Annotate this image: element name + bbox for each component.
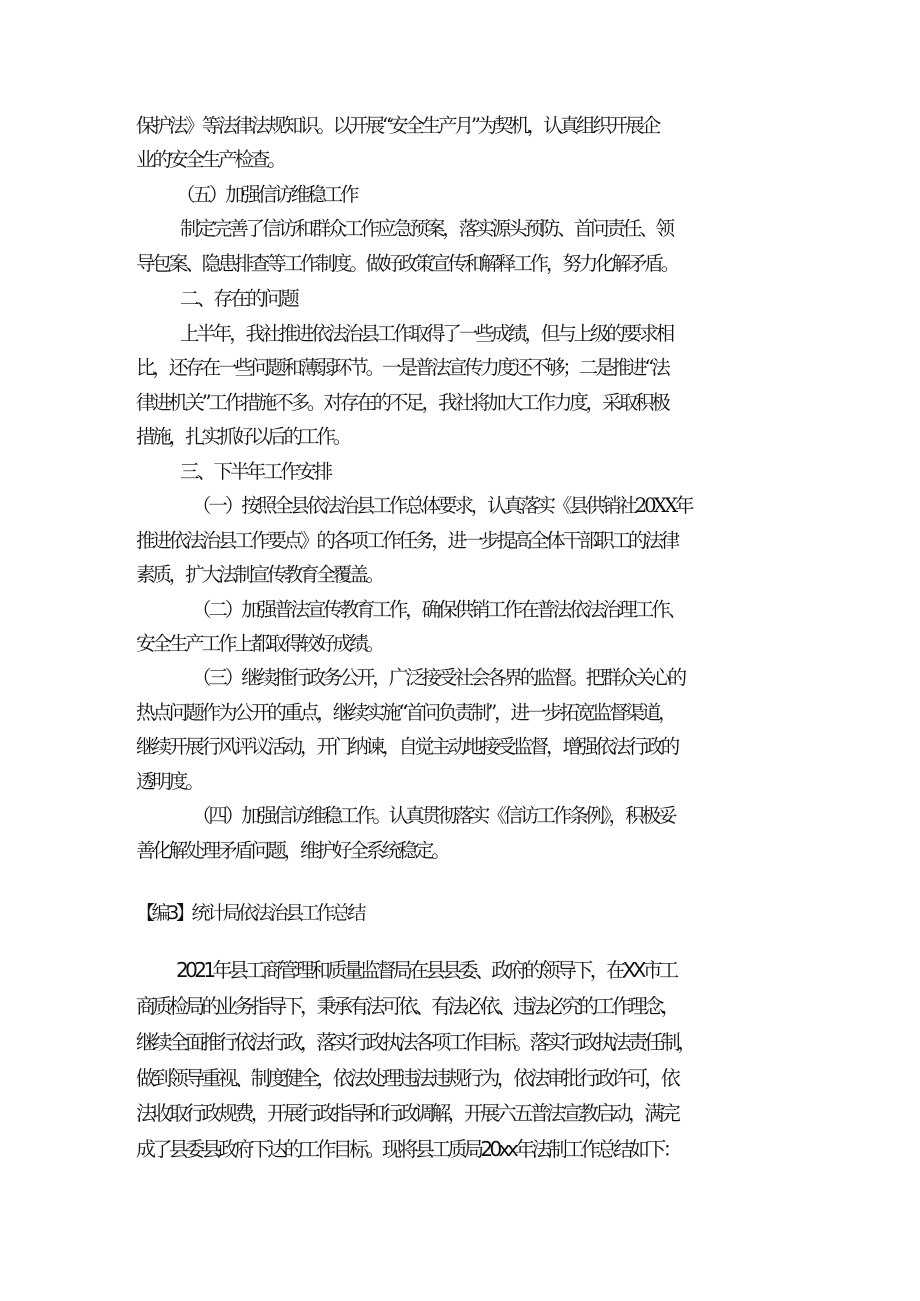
text-line: 比，还存在一些问题和薄弱环节。一是普法宣传力度还不够；二是推进“法 [136, 356, 668, 379]
text-line: （一）按照全县依法治县工作总体要求，认真落实《县供销社20XX年 [192, 494, 692, 517]
text-line: 法收取行政规费，开展行政指导和行政调解，开展六五普法宣教启动，满完 [136, 1101, 678, 1125]
section-title: 【编3】统计局依法治县工作总结 [136, 902, 364, 924]
text-line: （二）加强普法宣传教育工作，确保供销工作在普法依法治理工作、 [192, 598, 685, 621]
text-line: 律进机关”工作措施不多。对存在的不足，我社将加大工作力度，采取积极 [136, 391, 668, 414]
text-line: 安全生产工作上都取得较好成绩。 [136, 632, 383, 655]
text-line: 商质检局的业务指导下，秉承有法可依、有法必依、违法必究的工作理念， [136, 994, 678, 1018]
text-line: 上半年，我社推进依法治县工作取得了一些成绩，但与上级的要求相 [180, 322, 673, 345]
text-line: （三）继续推行政务公开，广泛接受社会各界的监督。把群众关心的 [192, 666, 685, 689]
text-line: 素质，扩大法制宣传教育全覆盖。 [136, 563, 383, 586]
text-line: 热点问题作为公开的重点，继续实施“首问负责制”，进一步拓宽监督渠道， [136, 701, 675, 724]
text-line: （四）加强信访维稳工作。认真贯彻落实《信访工作条例》，积极妥 [192, 804, 675, 827]
subheading: （五）加强信访维稳工作 [176, 183, 357, 206]
text-line: 透明度。 [136, 770, 202, 793]
text-line: 成了县委县政府下达的工作目标。现将县工质局20xx年法制工作总结如下： [136, 1137, 680, 1161]
text-line: 善化解处理矛盾问题，维护好全系统稳定。 [136, 839, 448, 862]
text-line: 继续开展行风评议活动，开门纳谏，自觉主动地接受监督，增强依法行政的 [136, 735, 678, 758]
text-line: 做到领导重视、制度健全，依法处理违法违规行为，依法审批行政许可，依 [136, 1066, 678, 1090]
section-heading: 二、存在的问题 [180, 287, 297, 310]
text-line: 2021年县工商管理和质量监督局在县县委、政府的领导下，在XX市工 [176, 958, 676, 982]
text-line: 继续全面推行依法行政，落实行政执法各项工作目标。落实行政执法责任制， [136, 1030, 694, 1054]
section-heading: 三、下半年工作安排 [180, 460, 331, 483]
text-line: 措施，扎实抓好以后的工作。 [136, 425, 350, 448]
text-line: 推进依法治县工作要点》的各项工作任务，进一步提高全体干部职工的法律 [136, 529, 678, 552]
text-line: 导包案、隐患排查等工作制度。做好政策宣传和解释工作，努力化解矛盾。 [136, 252, 678, 275]
text-line: 制定完善了信访和群众工作应急预案，落实源头预防、首问责任、领 [180, 217, 673, 240]
text-line: 业的安全生产检查。 [136, 148, 284, 171]
text-line: 保护法》等法律法规知识。以开展“安全生产月”为契机，认真组织开展企 [136, 114, 659, 137]
